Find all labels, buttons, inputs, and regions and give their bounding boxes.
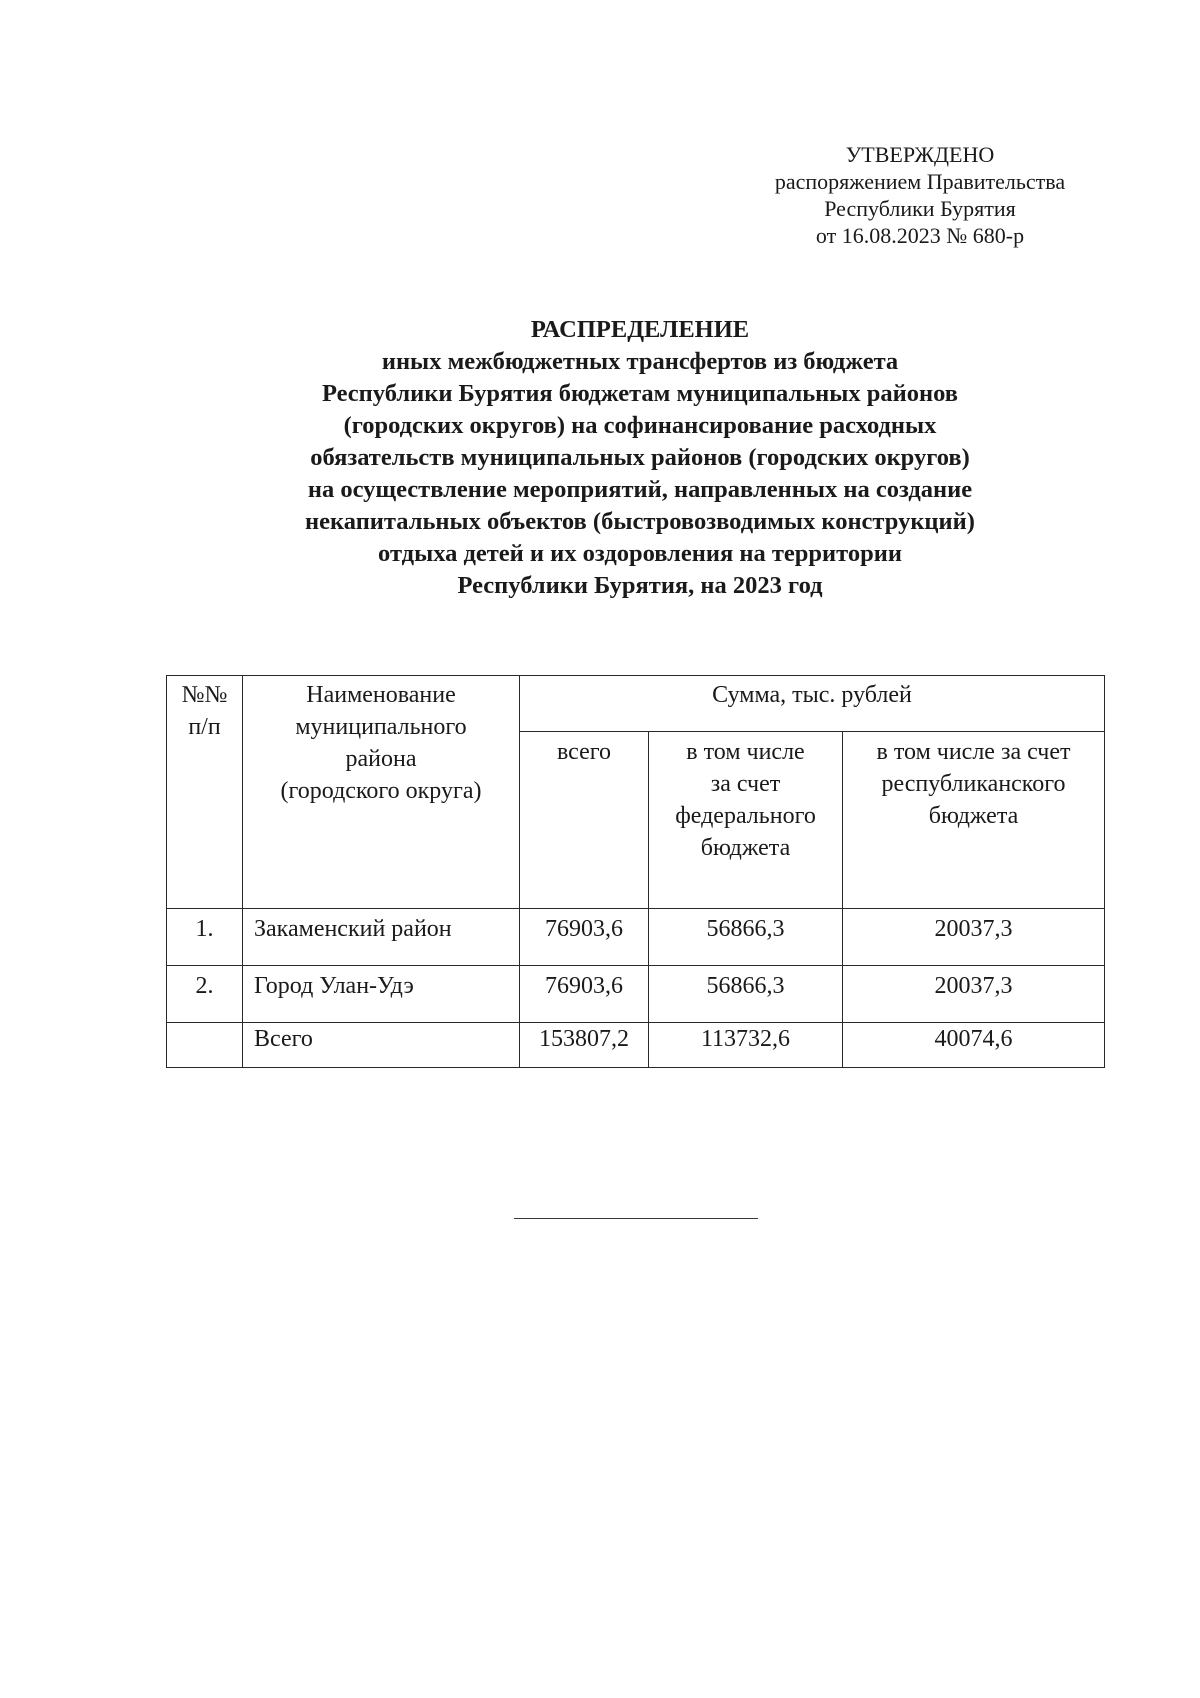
table-row bbox=[167, 966, 1105, 1023]
header-text: бюджета bbox=[928, 803, 1019, 829]
total-republic: 40074,6 bbox=[843, 1023, 1105, 1068]
header-republic bbox=[843, 732, 1105, 909]
title-line: РАСПРЕДЕЛЕНИЕ bbox=[530, 316, 750, 343]
header-text: федерального bbox=[675, 803, 816, 829]
row-name: Закаменский район bbox=[243, 909, 520, 966]
separator-line bbox=[514, 1218, 758, 1219]
table-header-row bbox=[167, 676, 1105, 732]
title-line: отдыха детей и их оздоровления на территории bbox=[378, 540, 902, 567]
row-federal: 56866,3 bbox=[649, 966, 843, 1023]
approval-stamp bbox=[740, 141, 1100, 249]
approval-line: от 16.08.2023 № 680-р bbox=[815, 223, 1025, 248]
header-text: муниципального bbox=[295, 714, 467, 740]
total-federal: 113732,6 bbox=[649, 1023, 843, 1068]
distribution-table bbox=[166, 675, 1105, 1068]
title-line: иных межбюджетных трансфертов из бюджета bbox=[381, 348, 899, 375]
header-text: в том числе за счет bbox=[876, 739, 1071, 765]
approval-line: распоряжением Правительства bbox=[774, 169, 1066, 194]
total-sum: 153807,2 bbox=[520, 1023, 649, 1068]
header-number bbox=[167, 676, 243, 909]
table-total-row bbox=[167, 1023, 1105, 1068]
header-text: №№ bbox=[181, 682, 228, 708]
header-sum: Сумма, тыс. рублей bbox=[520, 676, 1105, 732]
row-total: 76903,6 bbox=[520, 966, 649, 1023]
approval-line: УТВЕРЖДЕНО bbox=[845, 142, 995, 167]
header-text: в том числе bbox=[686, 739, 805, 765]
title-line: на осуществление мероприятий, направленных на создание bbox=[307, 476, 973, 503]
row-republic: 20037,3 bbox=[843, 909, 1105, 966]
header-text: республиканского bbox=[881, 771, 1066, 797]
header-total: всего bbox=[520, 732, 649, 909]
header-text: за счет bbox=[710, 771, 781, 797]
approval-line: Республики Бурятия bbox=[824, 196, 1016, 221]
row-federal: 56866,3 bbox=[649, 909, 843, 966]
title-line: некапитальных объектов (быстровозводимых конструкций) bbox=[305, 508, 975, 535]
total-number bbox=[167, 1023, 243, 1068]
header-text: бюджета bbox=[700, 835, 791, 861]
header-text: Наименование bbox=[306, 682, 456, 708]
header-text: (городского округа) bbox=[280, 778, 482, 804]
header-text: района bbox=[345, 746, 417, 772]
table-row bbox=[167, 909, 1105, 966]
header-text: п/п bbox=[188, 714, 221, 740]
document-title bbox=[160, 314, 1120, 602]
total-label: Всего bbox=[243, 1023, 520, 1068]
header-name bbox=[243, 676, 520, 909]
title-line: обязательств муниципальных районов (городских округов) bbox=[310, 444, 970, 471]
row-name: Город Улан-Удэ bbox=[243, 966, 520, 1023]
row-republic: 20037,3 bbox=[843, 966, 1105, 1023]
row-number: 2. bbox=[167, 966, 243, 1023]
title-line: Республики Бурятия, на 2023 год bbox=[457, 572, 823, 599]
row-total: 76903,6 bbox=[520, 909, 649, 966]
row-number: 1. bbox=[167, 909, 243, 966]
title-line: Республики Бурятия бюджетам муниципальных районов bbox=[321, 380, 959, 407]
header-federal bbox=[649, 732, 843, 909]
title-line: (городских округов) на софинансирование расходных bbox=[343, 412, 937, 439]
